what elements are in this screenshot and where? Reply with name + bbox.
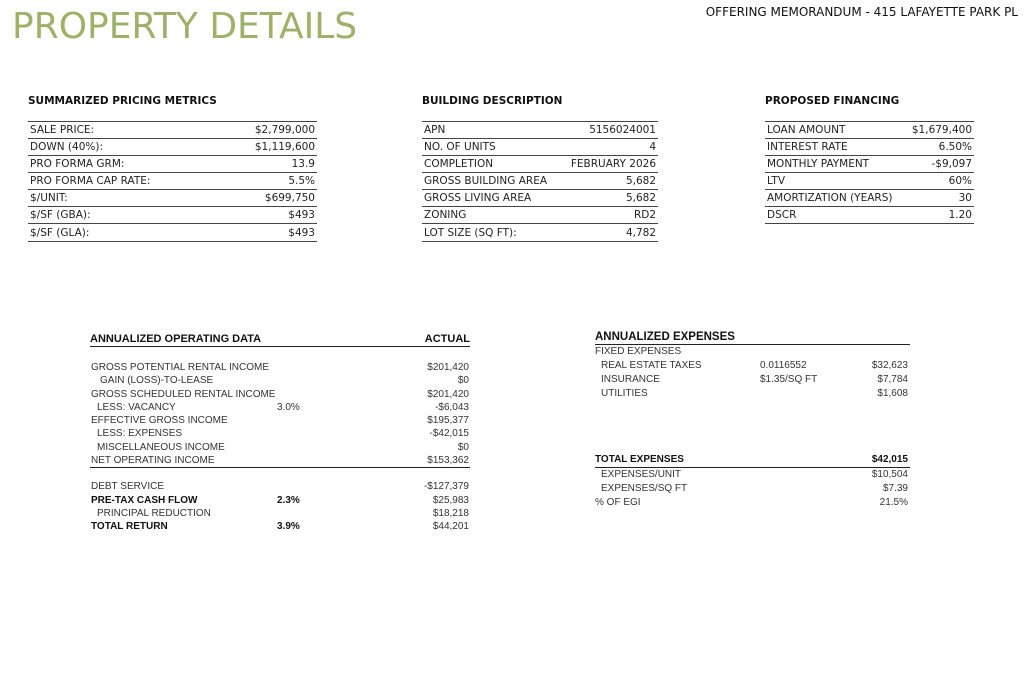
building-description-table <box>422 95 658 242</box>
row-value: 6.50% <box>938 141 972 153</box>
row-label: GROSS SCHEDULED RENTAL INCOME <box>91 388 276 400</box>
table-row <box>90 441 470 454</box>
row-label: ZONING <box>424 209 467 221</box>
row-value: 5.5% <box>288 175 315 187</box>
table-row <box>422 173 658 190</box>
row-label: PRE-TAX CASH FLOW <box>91 494 198 506</box>
row-value: 5,682 <box>625 192 656 204</box>
row-value: 4 <box>649 141 656 153</box>
row-label: LTV <box>767 175 786 187</box>
row-label: AMORTIZATION (YEARS) <box>767 192 893 204</box>
table-row <box>28 207 317 224</box>
table-row <box>90 520 470 533</box>
table-row <box>765 207 974 224</box>
table-row <box>28 190 317 207</box>
row-value: -$42,015 <box>429 428 469 440</box>
row-label: EFFECTIVE GROSS INCOME <box>91 415 228 427</box>
row-label: REAL ESTATE TAXES <box>601 360 702 371</box>
row-label: DEBT SERVICE <box>91 481 164 493</box>
row-value: 60% <box>948 175 972 187</box>
row-value: $493 <box>288 227 315 239</box>
table-row <box>90 388 470 401</box>
total-expenses-value: $42,015 <box>871 454 908 465</box>
table-row <box>28 139 317 156</box>
proposed-financing-table <box>765 95 974 224</box>
row-value: RD2 <box>633 209 656 221</box>
table-row <box>90 414 470 427</box>
table-row <box>90 507 470 520</box>
operating-data-table <box>90 332 470 534</box>
row-label: MISCELLANEOUS INCOME <box>97 441 225 453</box>
row-value: $25,983 <box>432 494 469 506</box>
expenses-table <box>595 330 910 510</box>
table-row <box>422 156 658 173</box>
row-label: GROSS LIVING AREA <box>424 192 532 204</box>
row-value: -$6,043 <box>435 401 469 413</box>
row-value: $44,201 <box>432 521 469 533</box>
row-rate: $1.35/SQ FT <box>760 374 818 385</box>
row-value: $493 <box>288 209 315 221</box>
row-percent: 3.9% <box>277 521 300 533</box>
row-value: $7,784 <box>877 374 908 385</box>
row-label: MONTHLY PAYMENT <box>767 158 870 170</box>
table-row <box>422 121 658 139</box>
table-row <box>765 139 974 156</box>
table-row <box>28 156 317 173</box>
row-label: EXPENSES/UNIT <box>601 469 682 480</box>
row-value: $153,362 <box>427 455 469 467</box>
row-value: 4,782 <box>625 227 656 239</box>
row-value: $699,750 <box>264 192 315 204</box>
row-label: LESS: EXPENSES <box>97 428 183 440</box>
row-value: $1,119,600 <box>254 141 315 153</box>
row-label: LOT SIZE (SQ FT): <box>424 227 517 239</box>
row-value: $201,420 <box>427 388 469 400</box>
row-label: GAIN (LOSS)-TO-LEASE <box>100 375 214 387</box>
table-row <box>422 190 658 207</box>
table-row <box>765 173 974 190</box>
row-label: INSURANCE <box>601 374 660 385</box>
total-expenses-row <box>595 453 910 468</box>
total-expenses-label: TOTAL EXPENSES <box>595 454 684 465</box>
row-value: $1,608 <box>877 388 908 399</box>
page-title: PROPERTY DETAILS <box>12 6 358 47</box>
row-label: $/SF (GLA): <box>30 227 90 239</box>
row-label: TOTAL RETURN <box>91 521 168 533</box>
row-value: $7.39 <box>882 483 908 494</box>
table-row <box>595 359 910 373</box>
row-label: SALE PRICE: <box>30 124 95 136</box>
row-value: $10,504 <box>871 469 908 480</box>
row-value: -$127,379 <box>423 481 469 493</box>
table-row <box>28 224 317 242</box>
row-label: $/UNIT: <box>30 192 68 204</box>
table-row <box>90 480 470 493</box>
row-label: INTEREST RATE <box>767 141 848 153</box>
row-label: COMPLETION <box>424 158 494 170</box>
row-value: $195,377 <box>427 415 469 427</box>
row-value: $0 <box>457 375 469 387</box>
table-row <box>422 207 658 224</box>
table-row <box>595 387 910 401</box>
row-label: PRINCIPAL REDUCTION <box>97 507 211 519</box>
pricing-metrics-table <box>28 95 317 242</box>
row-label: APN <box>424 124 446 136</box>
document-subtitle: OFFERING MEMORANDUM - 415 LAFAYETTE PARK PL <box>705 5 1018 19</box>
actual-column-header: ACTUAL <box>424 333 470 345</box>
row-value: 30 <box>958 192 972 204</box>
table-row <box>28 121 317 139</box>
row-label: % OF EGI <box>595 497 641 508</box>
table-row <box>422 139 658 156</box>
row-value: 5,682 <box>625 175 656 187</box>
row-percent: 3.0% <box>277 401 300 413</box>
table-row <box>28 173 317 190</box>
table-row <box>90 361 470 374</box>
row-label: NO. OF UNITS <box>424 141 496 153</box>
table-row <box>90 494 470 507</box>
table-row <box>595 496 910 510</box>
row-value: $0 <box>457 441 469 453</box>
row-label: DSCR <box>767 209 797 221</box>
row-label: $/SF (GBA): <box>30 209 91 221</box>
proposed-financing-heading: PROPOSED FINANCING <box>765 95 900 107</box>
row-value: $2,799,000 <box>254 124 315 136</box>
row-label: PRO FORMA GRM: <box>30 158 125 170</box>
table-row <box>90 374 470 387</box>
table-row <box>90 427 470 440</box>
row-percent: 2.3% <box>277 494 300 506</box>
row-label: LESS: VACANCY <box>97 401 176 413</box>
row-label: GROSS POTENTIAL RENTAL INCOME <box>91 362 269 373</box>
row-value: -$9,097 <box>931 158 972 170</box>
table-row <box>90 401 470 414</box>
row-label: PRO FORMA CAP RATE: <box>30 175 151 187</box>
table-row <box>90 454 470 468</box>
row-value: 21.5% <box>879 497 908 508</box>
expenses-heading: ANNUALIZED EXPENSES <box>595 330 910 345</box>
fixed-expenses-label: FIXED EXPENSES <box>595 346 682 357</box>
table-row <box>765 190 974 207</box>
table-row <box>595 468 910 482</box>
row-value: 5156024001 <box>589 124 656 136</box>
row-label: GROSS BUILDING AREA <box>424 175 548 187</box>
row-rate: 0.0116552 <box>760 360 807 371</box>
operating-data-header <box>90 332 470 347</box>
row-value: 13.9 <box>291 158 315 170</box>
table-row <box>595 345 910 359</box>
operating-data-heading: ANNUALIZED OPERATING DATA <box>90 333 262 345</box>
table-row <box>422 224 658 242</box>
row-value: $201,420 <box>427 362 469 373</box>
pricing-metrics-heading: SUMMARIZED PRICING METRICS <box>28 95 217 107</box>
table-row <box>595 373 910 387</box>
row-label: UTILITIES <box>601 388 648 399</box>
row-value: 1.20 <box>948 209 972 221</box>
row-value: $1,679,400 <box>911 124 972 136</box>
table-row <box>595 482 910 496</box>
row-label: DOWN (40%): <box>30 141 103 153</box>
row-value: $32,623 <box>871 360 908 371</box>
row-label: LOAN AMOUNT <box>767 124 846 136</box>
table-row <box>765 156 974 173</box>
row-value: FEBRUARY 2026 <box>570 158 656 170</box>
building-description-heading: BUILDING DESCRIPTION <box>422 95 563 107</box>
table-row <box>765 121 974 139</box>
row-value: $18,218 <box>432 507 469 519</box>
row-label: EXPENSES/SQ FT <box>601 483 688 494</box>
row-label: NET OPERATING INCOME <box>91 455 215 467</box>
